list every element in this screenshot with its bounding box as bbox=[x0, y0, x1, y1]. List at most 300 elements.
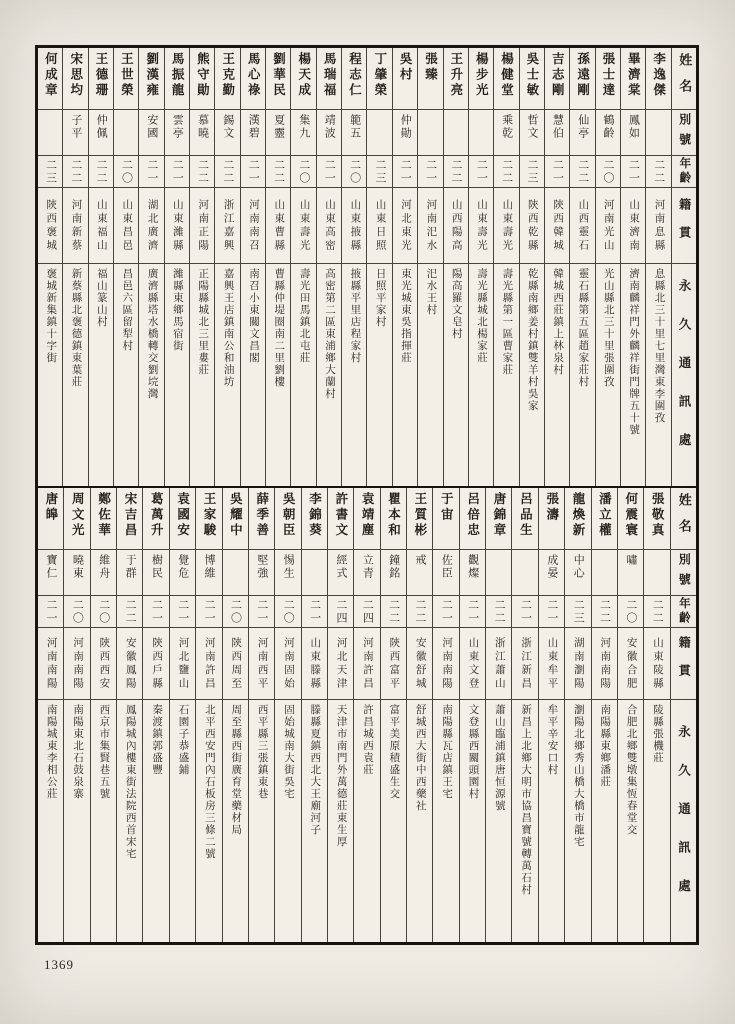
column-header-name bbox=[671, 488, 696, 550]
entry-name-text: 周文光 bbox=[70, 492, 85, 539]
cell-name bbox=[342, 48, 366, 110]
entry-column bbox=[493, 48, 518, 486]
entry-age-text: 二一 bbox=[45, 598, 57, 625]
cell-address bbox=[565, 700, 590, 942]
entry-address-text: 北平西安門內石板房三條二號 bbox=[203, 704, 215, 860]
entry-column bbox=[142, 488, 168, 942]
cell-native bbox=[354, 628, 379, 700]
cell-age bbox=[165, 156, 189, 188]
header-column bbox=[670, 488, 696, 942]
cell-name bbox=[241, 48, 265, 110]
entry-age-text: 二二 bbox=[576, 158, 589, 185]
column-header-age bbox=[671, 596, 696, 628]
entry-column bbox=[248, 488, 274, 942]
entry-address-text: 南召小東關文昌閣 bbox=[247, 268, 259, 364]
cell-age bbox=[469, 156, 493, 188]
entry-native-text: 陝西乾縣 bbox=[526, 198, 538, 253]
entry-address-text: 福山篆山村 bbox=[95, 268, 107, 328]
column-header-native-text: 籍貫 bbox=[677, 197, 692, 254]
cell-age bbox=[565, 596, 590, 628]
cell-alias bbox=[367, 110, 391, 156]
entry-address-text: 濟南麟祥門外麟祥街門牌五十號 bbox=[628, 268, 640, 436]
cell-alias bbox=[418, 110, 442, 156]
cell-address bbox=[494, 264, 518, 486]
cell-alias bbox=[618, 550, 643, 596]
cell-native bbox=[317, 188, 341, 264]
cell-age bbox=[644, 596, 669, 628]
entry-column bbox=[38, 488, 63, 942]
entry-address-text: 高密第二區東浦鄉大蘭村 bbox=[323, 268, 335, 400]
entry-column bbox=[544, 48, 569, 486]
cell-address bbox=[275, 700, 300, 942]
entry-address-text: 光山縣北三十里張圍孜 bbox=[602, 268, 614, 388]
entry-alias-text: 于群 bbox=[124, 554, 137, 580]
entry-native-text: 山東壽光 bbox=[298, 198, 310, 253]
entry-alias-text: 立青 bbox=[361, 554, 374, 580]
cell-address bbox=[215, 264, 239, 486]
cell-address bbox=[539, 700, 564, 942]
cell-name bbox=[565, 488, 590, 550]
column-header-alias-text: 別號 bbox=[677, 112, 692, 153]
cell-native bbox=[592, 628, 617, 700]
entry-name-text: 鄭佐華 bbox=[96, 492, 111, 539]
cell-address bbox=[644, 700, 669, 942]
cell-age bbox=[646, 156, 670, 188]
entry-name-text: 唐皞 bbox=[43, 492, 58, 523]
cell-age bbox=[381, 596, 406, 628]
entry-native-text: 河南南陽 bbox=[45, 636, 57, 691]
cell-alias bbox=[469, 110, 493, 156]
entry-name-text: 袁國安 bbox=[175, 492, 190, 539]
entry-age-text: 二一 bbox=[308, 598, 321, 625]
entry-age-text: 二〇 bbox=[71, 598, 84, 625]
cell-name bbox=[317, 48, 341, 110]
cell-age bbox=[291, 156, 315, 188]
entry-native-text: 浙江新昌 bbox=[520, 636, 532, 691]
cell-age bbox=[367, 156, 391, 188]
cell-alias bbox=[407, 550, 432, 596]
cell-address bbox=[596, 264, 620, 486]
entry-name-text: 龍煥新 bbox=[571, 492, 586, 539]
entry-column bbox=[62, 48, 87, 486]
entry-column bbox=[113, 48, 138, 486]
entry-name-text: 吳士敏 bbox=[524, 52, 539, 99]
entry-address-text: 牟平辛安口村 bbox=[546, 704, 558, 776]
cell-age bbox=[275, 596, 300, 628]
entry-age-text: 二二 bbox=[387, 598, 400, 625]
entry-age-text: 二〇 bbox=[282, 598, 295, 625]
entry-column bbox=[511, 488, 537, 942]
entry-age-text: 二二 bbox=[598, 598, 611, 625]
cell-alias bbox=[241, 110, 265, 156]
cell-address bbox=[63, 264, 87, 486]
entry-age-text: 二二 bbox=[500, 158, 513, 185]
cell-name bbox=[460, 488, 485, 550]
entry-address-text: 汜水王村 bbox=[425, 268, 437, 316]
cell-age bbox=[444, 156, 468, 188]
column-header-native bbox=[672, 188, 696, 264]
entry-address-text: 新昌上北鄉大明市協昌寶號轉萬石村 bbox=[520, 704, 532, 896]
entry-column bbox=[643, 488, 669, 942]
entry-native-text: 河南息縣 bbox=[653, 198, 665, 253]
entry-name-text: 薛季善 bbox=[254, 492, 269, 539]
entry-name-text: 瞿本和 bbox=[386, 492, 401, 539]
entry-age-text: 二一 bbox=[323, 158, 336, 185]
column-header-native-text: 籍貫 bbox=[677, 635, 692, 692]
entry-address-text: 掖縣平里店程家村 bbox=[349, 268, 361, 364]
cell-alias bbox=[139, 110, 163, 156]
entry-name-text: 楊天成 bbox=[296, 52, 311, 99]
entry-alias-text: 乘乾 bbox=[500, 114, 513, 140]
entry-alias-text: 寶仁 bbox=[45, 554, 57, 580]
cell-native bbox=[342, 188, 366, 264]
entry-column bbox=[620, 48, 645, 486]
cell-native bbox=[291, 188, 315, 264]
entry-age-text: 二〇 bbox=[229, 598, 242, 625]
entry-alias-text: 嘯 bbox=[624, 554, 637, 567]
entry-address-text: 壽光縣城北楊家莊 bbox=[476, 268, 488, 364]
cell-address bbox=[291, 264, 315, 486]
entry-alias-text: 經式 bbox=[334, 554, 347, 580]
entry-age-text: 二〇 bbox=[120, 158, 133, 185]
entry-name-text: 孫遠剛 bbox=[575, 52, 590, 99]
entry-age-text: 二一 bbox=[171, 158, 184, 185]
cell-native bbox=[418, 188, 442, 264]
entry-address-text: 秦渡鎮郭盛豐 bbox=[151, 704, 163, 776]
cell-native bbox=[494, 188, 518, 264]
entry-name-text: 宋思均 bbox=[68, 52, 83, 99]
column-header-age bbox=[672, 156, 696, 188]
entry-column bbox=[380, 488, 406, 942]
entry-name-text: 葛萬升 bbox=[149, 492, 164, 539]
cell-native bbox=[367, 188, 391, 264]
cell-native bbox=[381, 628, 406, 700]
header-column bbox=[671, 48, 696, 486]
entry-name-text: 楊步光 bbox=[474, 52, 489, 99]
entry-age-text: 二一 bbox=[203, 598, 216, 625]
entry-age-text: 二二 bbox=[221, 158, 234, 185]
cell-alias bbox=[520, 110, 544, 156]
cell-name bbox=[618, 488, 643, 550]
cell-native bbox=[249, 628, 274, 700]
entry-column bbox=[138, 48, 163, 486]
entry-native-text: 河北東光 bbox=[400, 198, 412, 253]
cell-native bbox=[646, 188, 670, 264]
cell-native bbox=[38, 628, 63, 700]
cell-age bbox=[215, 156, 239, 188]
entry-native-text: 山西靈石 bbox=[577, 198, 589, 253]
cell-name bbox=[139, 48, 163, 110]
entry-name-text: 王世榮 bbox=[119, 52, 134, 99]
cell-age bbox=[89, 156, 113, 188]
cell-alias bbox=[460, 550, 485, 596]
cell-age bbox=[618, 596, 643, 628]
cell-name bbox=[170, 488, 195, 550]
cell-alias bbox=[328, 550, 353, 596]
cell-native bbox=[302, 628, 327, 700]
entry-native-text: 山東牟平 bbox=[546, 636, 558, 691]
cell-name bbox=[215, 48, 239, 110]
entry-address-text: 陵縣張機莊 bbox=[651, 704, 663, 764]
cell-alias bbox=[302, 550, 327, 596]
entry-age-text: 二四 bbox=[361, 598, 374, 625]
cell-address bbox=[381, 700, 406, 942]
cell-address bbox=[266, 264, 290, 486]
entry-name-text: 王德珊 bbox=[94, 52, 109, 99]
cell-native bbox=[215, 188, 239, 264]
cell-alias bbox=[494, 110, 518, 156]
cell-alias bbox=[393, 110, 417, 156]
entry-age-text: 二〇 bbox=[348, 158, 361, 185]
cell-address bbox=[302, 700, 327, 942]
cell-address bbox=[512, 700, 537, 942]
entry-column bbox=[366, 48, 391, 486]
column-header-name bbox=[672, 48, 696, 110]
cell-name bbox=[512, 488, 537, 550]
entry-name-text: 李錦葵 bbox=[307, 492, 322, 539]
cell-native bbox=[444, 188, 468, 264]
entry-column bbox=[38, 48, 62, 486]
cell-address bbox=[139, 264, 163, 486]
entry-alias-text: 覺危 bbox=[176, 554, 189, 580]
cell-native bbox=[460, 628, 485, 700]
entry-address-text: 南陽縣瓦店鎮王宅 bbox=[441, 704, 453, 800]
cell-age bbox=[621, 156, 645, 188]
cell-address bbox=[196, 700, 221, 942]
entry-age-text: 二一 bbox=[424, 158, 437, 185]
cell-native bbox=[170, 628, 195, 700]
entry-alias-text: 仙亭 bbox=[576, 114, 589, 140]
entry-alias-text: 樹民 bbox=[150, 554, 163, 580]
entry-alias-text: 曉東 bbox=[71, 554, 84, 580]
entry-name-text: 呂品生 bbox=[518, 492, 533, 539]
entry-alias-text: 夏靈 bbox=[272, 114, 285, 140]
entry-alias-text: 維舟 bbox=[97, 554, 110, 580]
cell-address bbox=[367, 264, 391, 486]
cell-native bbox=[328, 628, 353, 700]
cell-name bbox=[291, 48, 315, 110]
cell-alias bbox=[291, 110, 315, 156]
cell-address bbox=[91, 700, 116, 942]
entry-native-text: 河南西平 bbox=[256, 636, 268, 691]
cell-native bbox=[241, 188, 265, 264]
entry-native-text: 湖南瀏陽 bbox=[572, 636, 584, 691]
cell-alias bbox=[646, 110, 670, 156]
column-header-alias bbox=[672, 110, 696, 156]
entry-age-text: 二二 bbox=[449, 158, 462, 185]
cell-native bbox=[486, 628, 511, 700]
cell-alias bbox=[275, 550, 300, 596]
cell-age bbox=[494, 156, 518, 188]
cell-alias bbox=[165, 110, 189, 156]
entry-address-text: 舒城西大街中西藥社 bbox=[414, 704, 426, 812]
entry-native-text: 浙江嘉興 bbox=[222, 198, 234, 253]
entry-name-text: 吳朝臣 bbox=[281, 492, 296, 539]
cell-alias bbox=[190, 110, 214, 156]
entry-age-text: 二二 bbox=[651, 598, 664, 625]
column-header-native bbox=[671, 628, 696, 700]
entry-name-text: 王家駿 bbox=[202, 492, 217, 539]
entry-column bbox=[274, 488, 300, 942]
cell-address bbox=[418, 264, 442, 486]
entry-address-text: 富平美原積盛生交 bbox=[388, 704, 400, 800]
cell-name bbox=[275, 488, 300, 550]
cell-name bbox=[302, 488, 327, 550]
cell-name bbox=[223, 488, 248, 550]
entry-age-text: 二一 bbox=[440, 598, 453, 625]
cell-name bbox=[381, 488, 406, 550]
entry-column bbox=[222, 488, 248, 942]
cell-name bbox=[646, 48, 670, 110]
entry-column bbox=[164, 48, 189, 486]
entry-address-text: 周至縣西街廣育堂藥材局 bbox=[230, 704, 242, 836]
cell-alias bbox=[444, 110, 468, 156]
entry-alias-text: 鳳如 bbox=[627, 114, 640, 140]
entry-age-text: 二一 bbox=[247, 158, 260, 185]
entry-address-text: 西平縣三張鎮東巷 bbox=[256, 704, 268, 800]
cell-age bbox=[570, 156, 594, 188]
cell-age bbox=[139, 156, 163, 188]
cell-age bbox=[460, 596, 485, 628]
cell-alias bbox=[565, 550, 590, 596]
entry-name-text: 劉華民 bbox=[271, 52, 286, 99]
cell-name bbox=[407, 488, 432, 550]
entry-native-text: 河南南陽 bbox=[599, 636, 611, 691]
cell-address bbox=[89, 264, 113, 486]
cell-alias bbox=[215, 110, 239, 156]
entry-age-text: 二二 bbox=[95, 158, 108, 185]
cell-name bbox=[38, 48, 62, 110]
cell-native bbox=[644, 628, 669, 700]
cell-native bbox=[38, 188, 62, 264]
cell-name bbox=[596, 48, 620, 110]
entry-native-text: 山東文登 bbox=[467, 636, 479, 691]
cell-name bbox=[91, 488, 116, 550]
entry-age-text: 二一 bbox=[176, 598, 189, 625]
cell-native bbox=[520, 188, 544, 264]
entry-alias-text: 鐘銘 bbox=[387, 554, 400, 580]
entry-name-text: 王克勤 bbox=[220, 52, 235, 99]
entry-age-text: 二一 bbox=[466, 598, 479, 625]
entry-address-text: 褒城新集鎮十字街 bbox=[45, 268, 57, 364]
cell-native bbox=[89, 188, 113, 264]
cell-name bbox=[63, 48, 87, 110]
entry-column bbox=[392, 48, 417, 486]
cell-age bbox=[190, 156, 214, 188]
cell-native bbox=[275, 628, 300, 700]
entry-name-text: 何成章 bbox=[43, 52, 58, 99]
entry-column bbox=[595, 48, 620, 486]
cell-age bbox=[393, 156, 417, 188]
entry-address-text: 許昌城西袁莊 bbox=[362, 704, 374, 776]
page-number: 1369 bbox=[44, 957, 74, 972]
entry-name-text: 許書文 bbox=[333, 492, 348, 539]
entry-age-text: 二〇 bbox=[97, 598, 110, 625]
cell-age bbox=[302, 596, 327, 628]
entry-native-text: 湖北廣濟 bbox=[146, 198, 158, 253]
entry-native-text: 山東壽光 bbox=[501, 198, 513, 253]
cell-native bbox=[618, 628, 643, 700]
cell-age bbox=[433, 596, 458, 628]
entry-native-text: 陝西褒城 bbox=[45, 198, 57, 253]
cell-alias bbox=[170, 550, 195, 596]
cell-alias bbox=[117, 550, 142, 596]
entry-column bbox=[485, 488, 511, 942]
entry-column bbox=[443, 48, 468, 486]
cell-age bbox=[91, 596, 116, 628]
cell-name bbox=[89, 48, 113, 110]
cell-alias bbox=[38, 110, 62, 156]
cell-age bbox=[249, 596, 274, 628]
cell-alias bbox=[196, 550, 221, 596]
entry-name-text: 王升亮 bbox=[448, 52, 463, 99]
entry-native-text: 河南許昌 bbox=[203, 636, 215, 691]
cell-alias bbox=[596, 110, 620, 156]
entry-name-text: 于宙 bbox=[439, 492, 454, 523]
cell-age bbox=[486, 596, 511, 628]
entry-column bbox=[290, 48, 315, 486]
column-header-name-text: 姓名 bbox=[676, 492, 692, 545]
entry-native-text: 山東掖縣 bbox=[349, 198, 361, 253]
cell-address bbox=[469, 264, 493, 486]
entry-column bbox=[316, 48, 341, 486]
entry-age-text: 二一 bbox=[255, 598, 268, 625]
cell-name bbox=[38, 488, 63, 550]
cell-address bbox=[393, 264, 417, 486]
cell-name bbox=[469, 48, 493, 110]
cell-alias bbox=[539, 550, 564, 596]
cell-address bbox=[570, 264, 594, 486]
entry-age-text: 二三 bbox=[44, 158, 57, 185]
entry-native-text: 陝西韓城 bbox=[552, 198, 564, 253]
entry-column bbox=[90, 488, 116, 942]
entry-column bbox=[169, 488, 195, 942]
cell-native bbox=[545, 188, 569, 264]
entry-native-text: 河南固始 bbox=[282, 636, 294, 691]
entry-native-text: 陝西周至 bbox=[230, 636, 242, 691]
entry-age-text: 二四 bbox=[334, 598, 347, 625]
entry-native-text: 山東陵縣 bbox=[651, 636, 663, 691]
entry-native-text: 河南光山 bbox=[602, 198, 614, 253]
entry-alias-text: 惕生 bbox=[282, 554, 295, 580]
cell-native bbox=[407, 628, 432, 700]
cell-age bbox=[592, 596, 617, 628]
cell-age bbox=[170, 596, 195, 628]
entry-age-text: 二二 bbox=[69, 158, 82, 185]
entry-alias-text: 鶴齡 bbox=[602, 114, 615, 140]
entry-name-text: 張敬真 bbox=[650, 492, 665, 539]
cell-name bbox=[539, 488, 564, 550]
entry-column bbox=[341, 48, 366, 486]
entry-age-text: 二〇 bbox=[602, 158, 615, 185]
entry-column bbox=[569, 48, 594, 486]
entry-name-text: 李逸傑 bbox=[651, 52, 666, 99]
entry-native-text: 山西陽高 bbox=[450, 198, 462, 253]
entry-native-text: 陝西富平 bbox=[388, 636, 400, 691]
roster-table-top bbox=[38, 48, 696, 488]
entry-alias-text: 慧伯 bbox=[551, 114, 564, 140]
cell-age bbox=[143, 596, 168, 628]
roster-table-frame bbox=[35, 45, 699, 945]
column-header-address-text: 永久通訊處 bbox=[676, 724, 691, 918]
entry-address-text: 廣濟縣塔水橋轉交劉垸灣 bbox=[146, 268, 158, 400]
entry-name-text: 熊守勛 bbox=[195, 52, 210, 99]
entry-address-text: 新蔡縣北褒德鎮東葉莊 bbox=[70, 268, 82, 388]
entry-column bbox=[564, 488, 590, 942]
entry-name-text: 唐錦章 bbox=[491, 492, 506, 539]
entry-column bbox=[265, 48, 290, 486]
entry-age-text: 二三 bbox=[572, 598, 585, 625]
